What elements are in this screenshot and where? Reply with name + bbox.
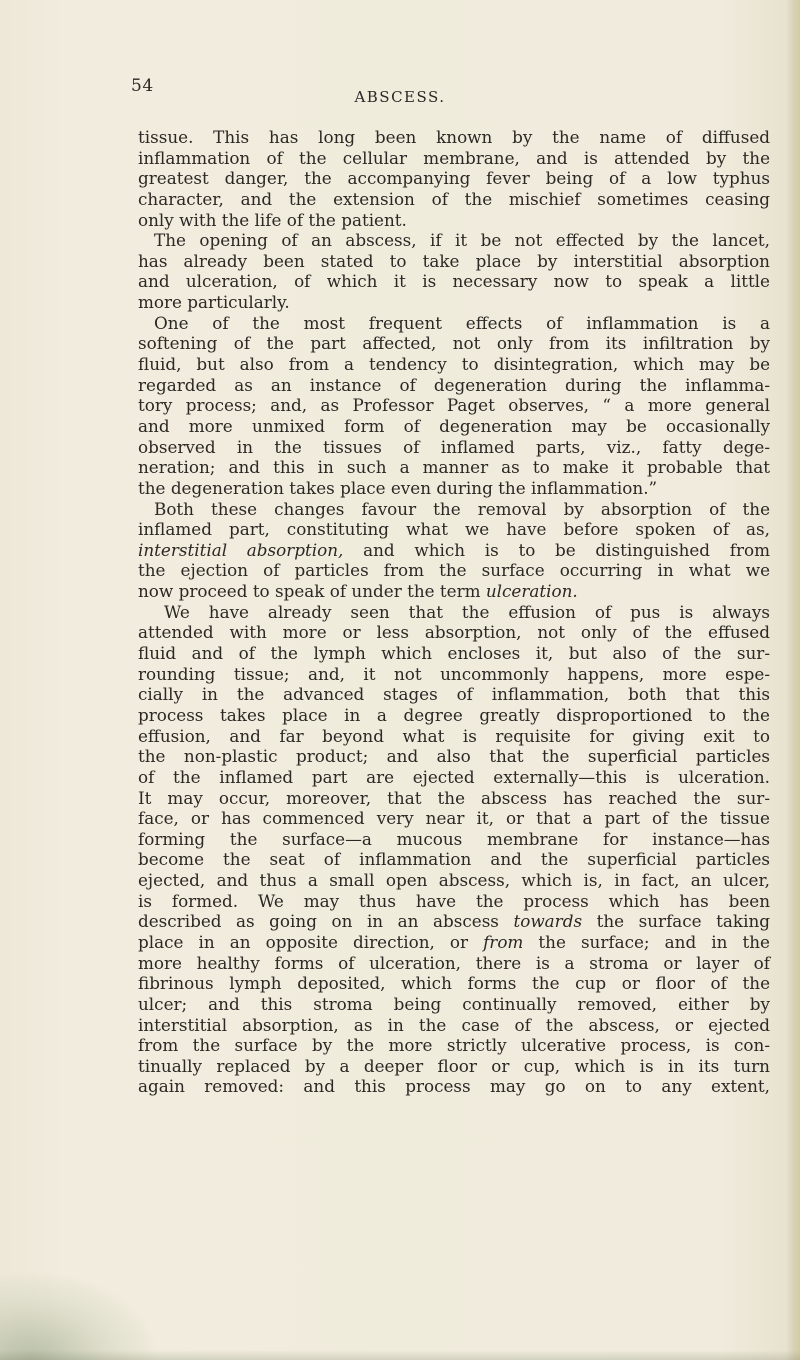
text-line: is formed. We may thus have the process which has been xyxy=(138,890,770,911)
text-line: forming the surface—a mucous membrane for instance—has xyxy=(138,828,770,849)
text-line: fluid and of the lymph which encloses it, but also of the sur- xyxy=(138,643,770,664)
text-line: the degeneration takes place even during the inflammation.” xyxy=(138,477,658,498)
text-line: tissue. This has long been known by the name of diffused xyxy=(138,127,770,147)
text-line: become the seat of inflammation and the superficial particles xyxy=(138,849,770,870)
text-line: inflamed part, constituting what we have before spoken of as, xyxy=(138,519,770,540)
page-edge-shadow xyxy=(786,0,800,1360)
running-head: ABSCESS. xyxy=(354,88,446,106)
text-line: of the inflamed part are ejected externally—this is ulceration. xyxy=(138,766,770,787)
italic-term: interstitial absorption, xyxy=(138,539,344,560)
text-line: ejected, and thus a small open abscess, which is, in fact, an ulcer, xyxy=(138,870,770,891)
text-run: described as going on in an abscess xyxy=(138,911,514,932)
text-line: and ulceration, of which it is necessary now to speak a little xyxy=(138,271,770,292)
text-line xyxy=(138,911,770,932)
text-line: observed in the tissues of inflamed parts, viz., fatty dege- xyxy=(138,436,770,457)
text-line: tory process; and, as Professor Paget observes, “ a more general xyxy=(138,395,770,416)
text-line: again removed: and this process may go on to any extent, xyxy=(138,1076,770,1097)
text-line: and more unmixed form of degeneration may be occasionally xyxy=(138,415,770,436)
text-line: One of the most frequent effects of inflammation is a xyxy=(154,312,770,333)
text-line: softening of the part affected, not only from its infiltration by xyxy=(138,333,770,354)
text-run: and which is to be distinguished from xyxy=(343,539,770,560)
text-line xyxy=(138,581,770,602)
text-line: process takes place in a degree greatly disproportioned to the xyxy=(138,704,770,725)
text-line xyxy=(138,540,770,561)
text-run: the surface; and in the xyxy=(523,931,770,952)
text-line: It may occur, moreover, that the abscess has reached the sur- xyxy=(138,787,770,808)
text-line: inflammation of the cellular membrane, and is attended by the xyxy=(138,147,770,168)
text-line: neration; and this in such a manner as to make it probable that xyxy=(138,457,770,478)
text-line: from the surface by the more strictly ulcerative process, is con- xyxy=(138,1035,770,1056)
text-run: the surface taking xyxy=(582,911,770,932)
text-run: now proceed to speak of under the term xyxy=(138,581,486,602)
text-line: regarded as an instance of degeneration during the inflamma- xyxy=(138,374,770,395)
text-line: fibrinous lymph deposited, which forms the cup or floor of the xyxy=(138,973,770,994)
text-line: interstitial absorption, as in the case of the abscess, or ejected xyxy=(138,1014,770,1035)
text-line: attended with more or less absorption, not only of the effused xyxy=(138,622,770,643)
text-line: cially in the advanced stages of inflammation, both that this xyxy=(138,684,770,705)
text-line: the non-plastic product; and also that the superficial particles xyxy=(138,746,770,767)
text-line: The opening of an abscess, if it be not effected by the lancet, xyxy=(154,230,770,251)
text-line: character, and the extension of the mischief sometimes ceasing xyxy=(138,188,770,209)
text-line: ulcer; and this stroma being continually removed, either by xyxy=(138,993,770,1014)
text-line: We have already seen that the effusion of pus is always xyxy=(164,601,770,622)
text-line: has already been stated to take place by interstitial absorption xyxy=(138,250,770,271)
text-line: more healthy forms of ulceration, there is a stroma or layer of xyxy=(138,952,770,973)
text-line xyxy=(138,932,770,953)
text-line: effusion, and far beyond what is requisite for giving exit to xyxy=(138,725,770,746)
text-line: more particularly. xyxy=(138,292,290,313)
text-line: face, or has commenced very near it, or that a part of the tissue xyxy=(138,808,770,829)
italic-term: ulceration. xyxy=(485,581,578,602)
text-run: place in an opposite direction, or xyxy=(138,931,484,952)
text-line: Both these changes favour the removal by absorption of the xyxy=(154,498,770,519)
italic-term: from xyxy=(483,931,524,952)
text-line: greatest danger, the accompanying fever being of a low typhus xyxy=(138,168,770,189)
text-line: fluid, but also from a tendency to disintegration, which may be xyxy=(138,354,770,375)
text-line: tinually replaced by a deeper floor or cup, which is in its turn xyxy=(138,1055,770,1076)
body-text xyxy=(138,127,770,1097)
page-corner-stain xyxy=(0,1270,160,1360)
italic-term: towards xyxy=(513,911,583,932)
text-line: only with the life of the patient. xyxy=(138,209,407,230)
text-line: rounding tissue; and, it not uncommonly happens, more espe- xyxy=(138,663,770,684)
text-line: the ejection of particles from the surface occurring in what we xyxy=(138,560,770,581)
page-number: 54 xyxy=(131,76,154,96)
